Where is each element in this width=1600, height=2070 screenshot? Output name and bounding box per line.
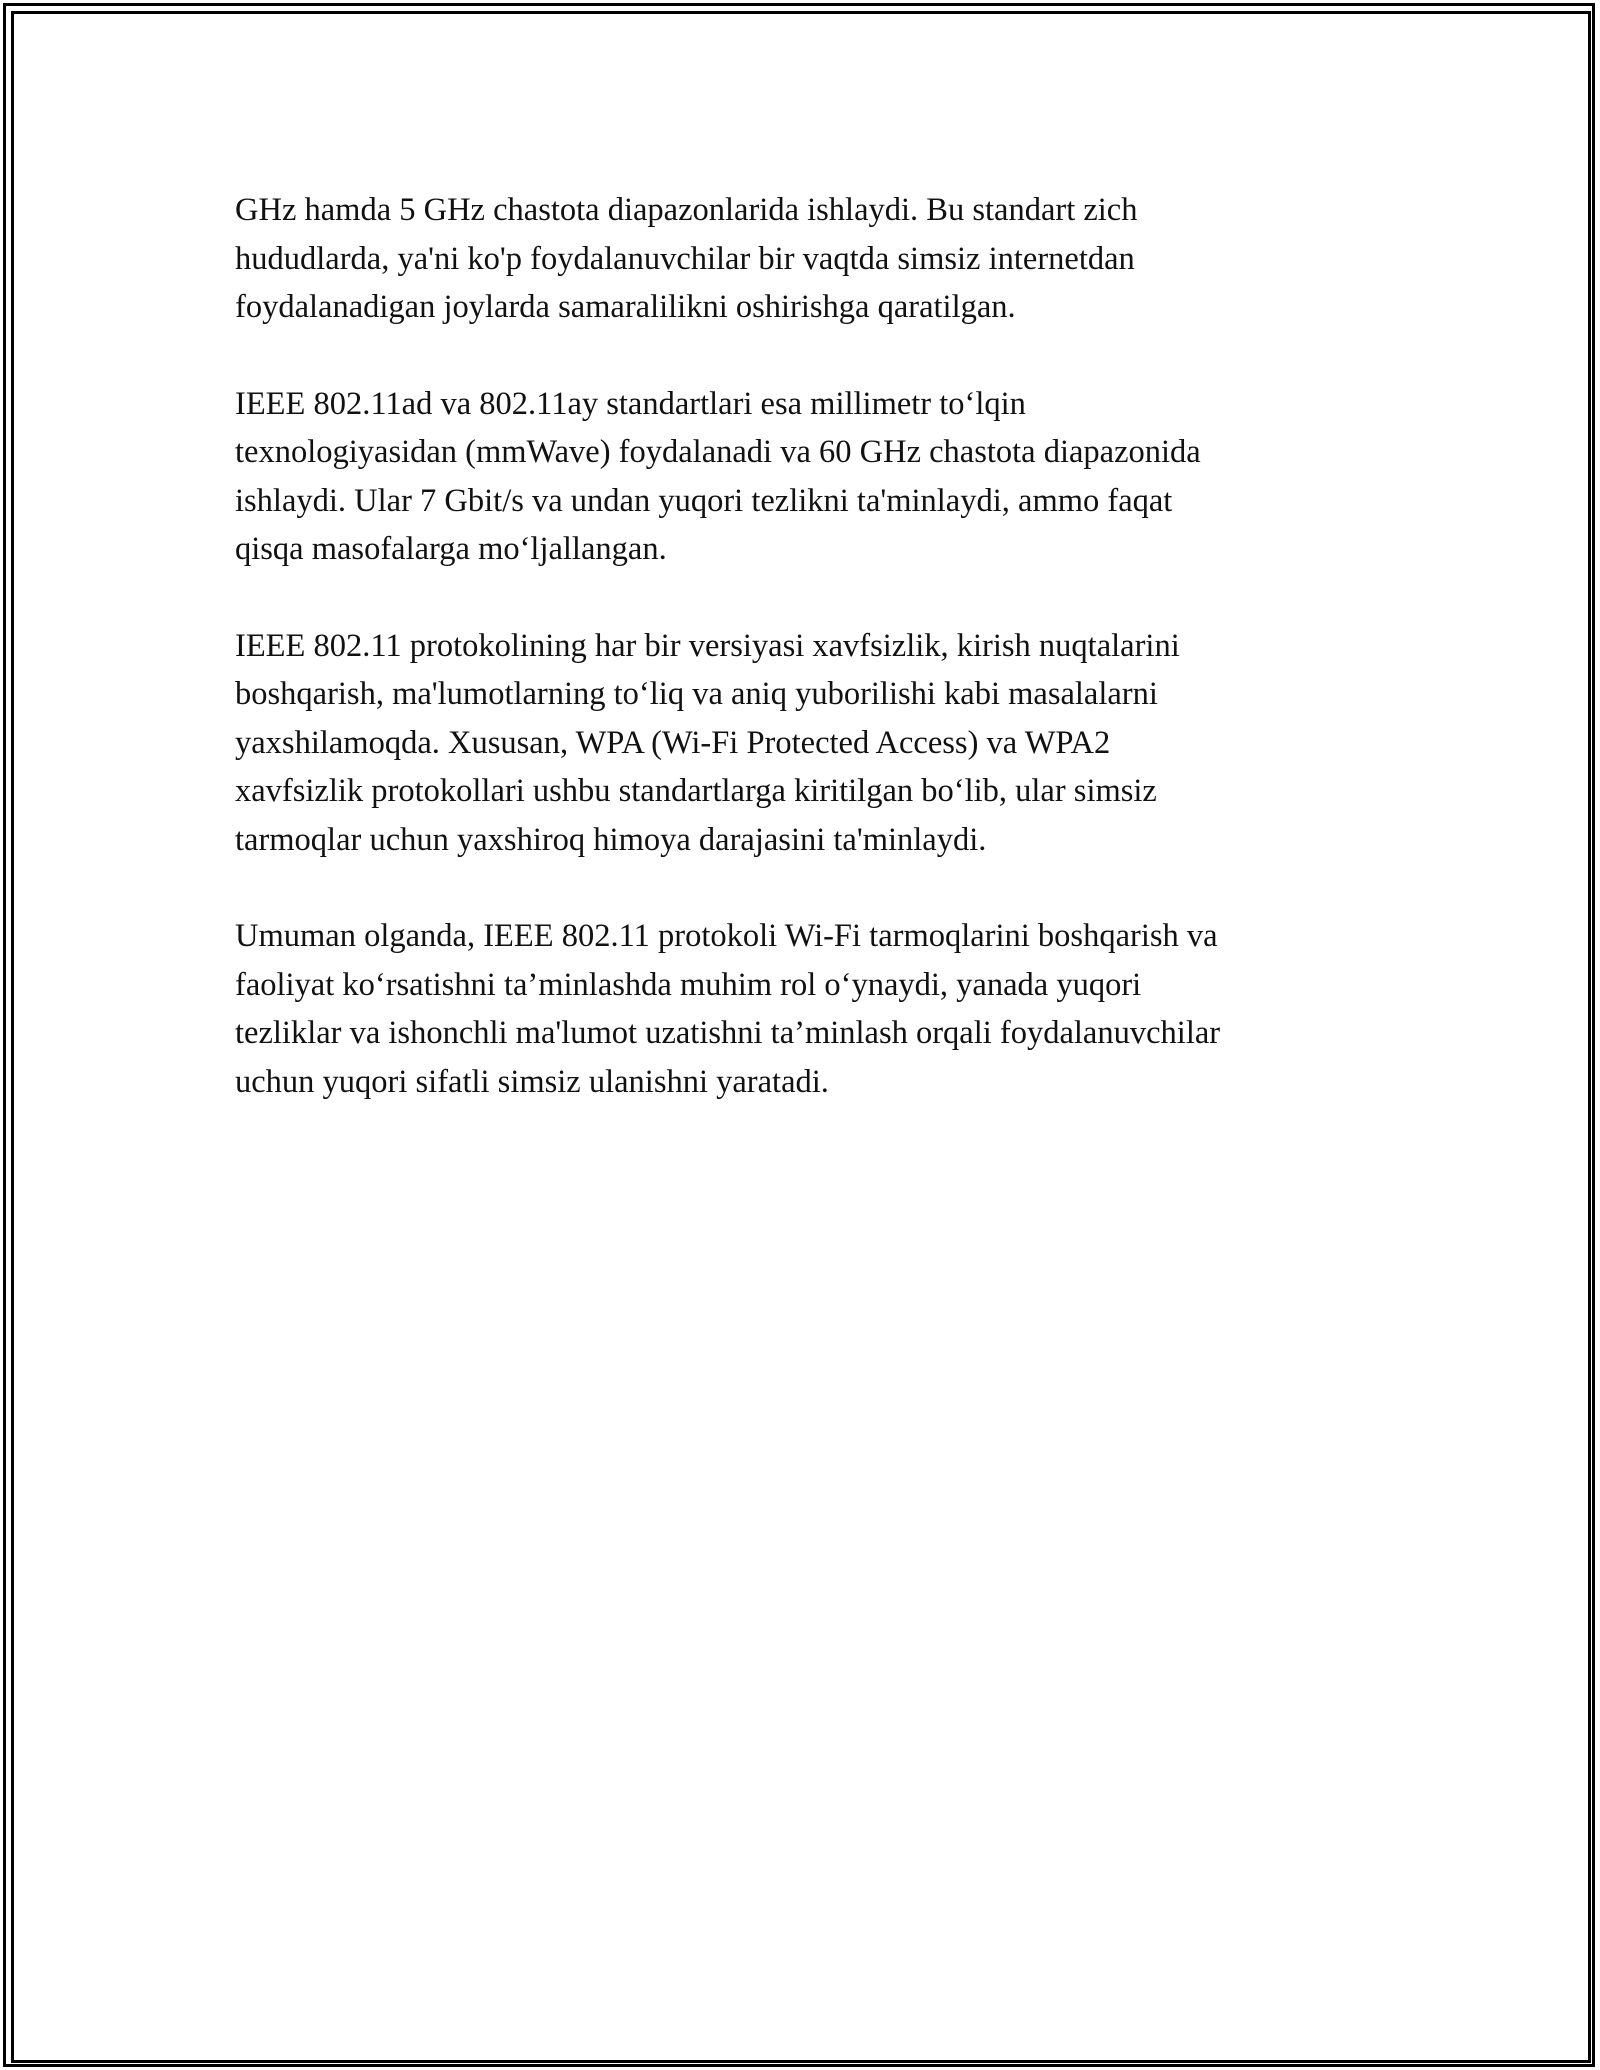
- text-line: tarmoqlar uchun yaxshiroq himoya darajasini ta'minlaydi.: [235, 821, 987, 858]
- text-line: Umuman olganda, IEEE 802.11 protokoli Wi-Fi tarmoqlarini boshqarish va: [235, 918, 1218, 954]
- text-line: faoliyat ko‘rsatishni ta’minlashda muhim rol o‘ynaydi, yanada yuqori: [235, 966, 1142, 1003]
- text-line: hududlarda, ya'ni ko'p foydalanuvchilar bir vaqtda simsiz internetdan: [235, 240, 1135, 277]
- text-line: uchun yuqori sifatli simsiz ulanishni yaratadi.: [235, 1063, 829, 1100]
- paragraph-2: [235, 380, 1365, 574]
- text-line: foydalanadigan joylarda samaralilikni oshirishga qaratilgan.: [235, 289, 1016, 325]
- text-line: IEEE 802.11 protokolining har bir versiyasi xavfsizlik, kirish nuqtalarini: [235, 627, 1180, 664]
- text-line: xavfsizlik protokollari ushbu standartlarga kiritilgan bo‘lib, ular simsiz: [235, 773, 1157, 809]
- text-line: texnologiyasidan (mmWave) foydalanadi va 60 GHz chastota diapazonida: [235, 434, 1201, 470]
- document-body: [235, 186, 1365, 1154]
- text-line: GHz hamda 5 GHz chastota diapazonlarida ishlaydi. Bu standart zich: [235, 192, 1138, 228]
- text-line: boshqarish, ma'lumotlarning to‘liq va aniq yuborilishi kabi masalalarni: [235, 676, 1158, 712]
- paragraph-4: [235, 912, 1365, 1106]
- text-line: yaxshilamoqda. Xususan, WPA (Wi-Fi Protected Access) va WPA2: [235, 724, 1111, 761]
- paragraph-1: [235, 186, 1365, 332]
- paragraph-3: [235, 622, 1365, 865]
- text-line: IEEE 802.11ad va 802.11ay standartlari esa millimetr to‘lqin: [235, 385, 1026, 422]
- text-line: ishlaydi. Ular 7 Gbit/s va undan yuqori tezlikni ta'minlaydi, ammo faqat: [235, 482, 1173, 519]
- text-line: tezliklar va ishonchli ma'lumot uzatishni ta’minlash orqali foydalanuvchilar: [235, 1015, 1221, 1051]
- text-line: qisqa masofalarga mo‘ljallangan.: [235, 531, 667, 567]
